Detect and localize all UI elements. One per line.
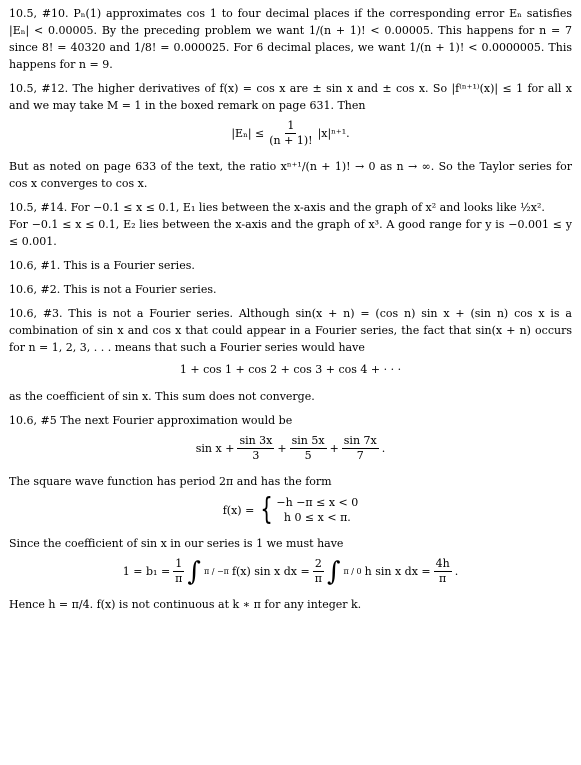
eq2-expression: 1 + cos 1 + cos 2 + cos 3 + cos 4 + · · ·	[179, 363, 402, 376]
eq3-den2: 5	[304, 449, 312, 462]
eq5-num3: 4h	[435, 557, 450, 570]
eq3-fraction-1	[237, 434, 274, 463]
eq5-den1: π	[175, 572, 183, 585]
paragraph-taylor-converges: But as noted on page 633 of the text, the ratio xⁿ⁺¹/(n + 1)! → 0 as n → ∞. So the Taylor series for cos x converges to cos x.	[9, 160, 572, 190]
eq3-term1: sin x +	[195, 442, 235, 455]
paragraph-10-6-2: 10.6, #2. This is not a Fourier series.	[9, 283, 217, 296]
paragraph-10-5-14b: For −0.1 ≤ x ≤ 0.1, E₂ lies between the x-axis and the graph of x³. A good range for y is −0.001 ≤ y ≤ 0.001.	[9, 218, 572, 248]
paragraph-square-wave: The square wave function has period 2π and has the form	[9, 475, 332, 488]
eq3-den3: 7	[356, 449, 364, 462]
eq1-rhs: |x|ⁿ⁺¹.	[317, 127, 350, 140]
eq4-lhs: f(x) =	[222, 503, 255, 517]
eq5-den3: π	[439, 572, 447, 585]
eq3-num3: sin 7x	[343, 434, 377, 447]
eq5-fraction-2	[313, 557, 324, 586]
eq5-integral-1: ∫	[187, 556, 201, 587]
eq1-lhs: |Eₙ| ≤	[231, 127, 265, 140]
eq4-row1: −h −π ≤ x < 0	[276, 496, 359, 509]
eq4-cases	[257, 492, 359, 527]
eq3-num1: sin 3x	[239, 434, 273, 447]
eq5-limits-1: π / −π	[203, 567, 229, 576]
eq5-a: 1 = b₁ =	[122, 565, 171, 578]
eq1-denominator: (n + 1)!	[269, 134, 313, 147]
eq5-b: f(x) sin x dx =	[231, 565, 310, 578]
eq5-num2: 2	[314, 557, 322, 570]
equation-square-wave	[9, 492, 572, 527]
eq3-fraction-2	[290, 434, 327, 463]
paragraph-10-6-3: 10.6, #3. This is not a Fourier series. Although sin(x + n) = (cos n) sin x + (sin n) cos x is a combination of sin x and cos x that could appear in a Fourier series, the fact that sin(x + n) occurs for n = 1, 2, 3, . . . means that such a Fourier series would have	[9, 307, 572, 354]
equation-cos-sum	[9, 361, 572, 378]
eq5-fraction-3	[434, 557, 452, 586]
eq3-num2: sin 5x	[291, 434, 325, 447]
equation-error-bound	[9, 119, 572, 148]
paragraph-10-6-5: 10.6, #5 The next Fourier approximation would be	[9, 414, 293, 427]
eq5-num1: 1	[175, 557, 183, 570]
paragraph-10-5-14a: 10.5, #14. For −0.1 ≤ x ≤ 0.1, E₁ lies between the x-axis and the graph of x² and looks like ½x².	[9, 201, 545, 214]
paragraph-10-6-1: 10.6, #1. This is a Fourier series.	[9, 259, 195, 272]
eq4-brace: {	[260, 492, 274, 527]
eq5-integral-2: ∫	[326, 556, 341, 587]
eq5-c: h sin x dx =	[364, 565, 431, 578]
eq5-fraction-1	[173, 557, 184, 586]
paragraph-conclusion: Hence h = π/4. f(x) is not continuous at k ∗ π for any integer k.	[9, 598, 362, 611]
eq3-plus1: +	[277, 442, 287, 455]
eq1-numerator: 1	[287, 119, 295, 132]
eq4-row2: h 0 ≤ x < π.	[283, 511, 351, 524]
eq3-end: .	[381, 442, 386, 455]
paragraph-sum-diverges: as the coefficient of sin x. This sum does not converge.	[9, 390, 315, 403]
paragraph-10-5-12: 10.5, #12. The higher derivatives of f(x) = cos x are ± sin x and ± cos x. So |f⁽ⁿ⁺¹⁾(x)| ≤ 1 for all x and we may take M = 1 in the boxed remark on page 631. Then	[9, 82, 572, 112]
eq5-den2: π	[314, 572, 322, 585]
eq1-fraction	[267, 119, 314, 148]
paragraph-coefficient: Since the coefficient of sin x in our series is 1 we must have	[9, 537, 344, 550]
eq3-plus2: +	[329, 442, 339, 455]
eq3-fraction-3	[342, 434, 379, 463]
equation-fourier-approx	[9, 434, 572, 463]
eq5-end: .	[454, 565, 459, 578]
eq3-den1: 3	[252, 449, 260, 462]
eq5-limits-2: π / 0	[343, 567, 362, 576]
equation-coefficient	[9, 557, 572, 586]
paragraph-10-5-10: 10.5, #10. Pₙ(1) approximates cos 1 to four decimal places if the corresponding error Eₙ satisfies |Eₙ| < 0.00005. By the preceding problem we want 1/(n + 1)! < 0.00005. This happens for n = 7 since 8! = 40320 and 1/8! = 0.000025. For 6 decimal places, we want 1/(n + 1)! < 0.0000005. This happens for n = 9.	[9, 7, 572, 71]
